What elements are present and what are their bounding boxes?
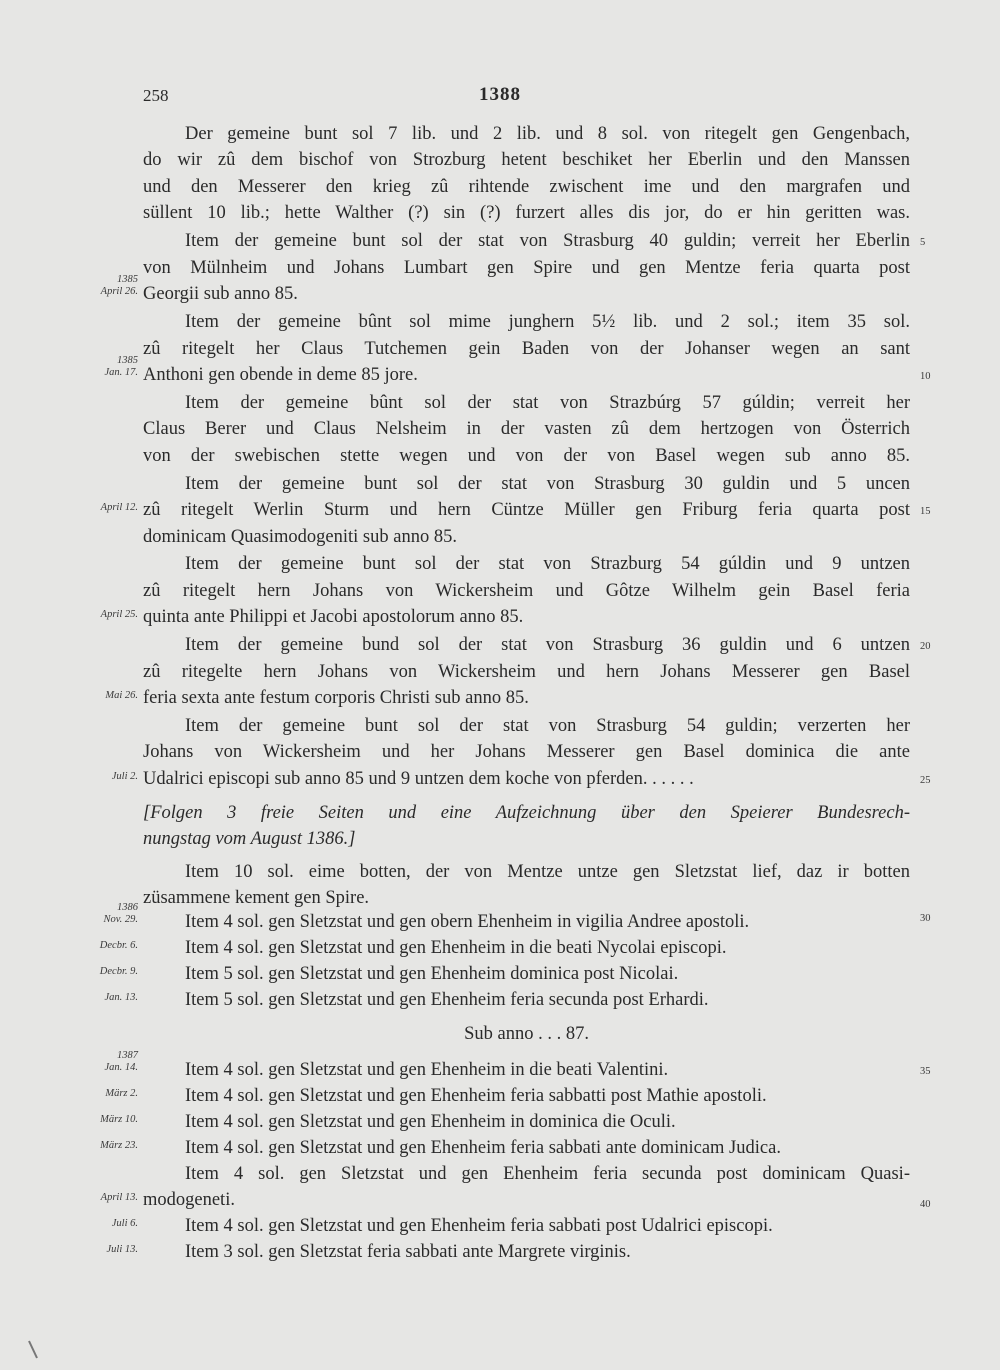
line-number: 5 (920, 237, 926, 248)
text-line: Item 4 sol. gen Sletzstat und gen Ehenheim feria sabbatti post Mathie apostoli. (185, 1086, 767, 1106)
text-line: und den Messerer den krieg zû rihtende zwischent ime und den margrafen und (143, 177, 910, 197)
text-line: quinta ante Philippi et Jacobi apostolorum anno 85. (143, 607, 524, 627)
margin-date (48, 355, 138, 379)
margin-date-text: Nov. 29. (103, 914, 138, 925)
text-line: Item der gemeine bûnt sol mime junghern 5½ lib. und 2 sol.; item 35 sol. (185, 312, 910, 332)
text-line: Claus Berer und Claus Nelsheim in der vasten zû dem hertzogen von Österrich (143, 419, 910, 439)
text-line: Anthoni gen obende in deme 85 jore. (143, 365, 418, 385)
margin-date (48, 274, 138, 298)
margin-date (48, 1088, 138, 1100)
line-number: 35 (920, 1066, 931, 1077)
text-line: Item 4 sol. gen Sletzstat und gen Ehenheim feria secunda post dominicam Quasi- (185, 1164, 910, 1184)
text-line: Item 4 sol. gen Sletzstat und gen Ehenheim in die beati Valentini. (185, 1060, 669, 1080)
text-line: Item 4 sol. gen Sletzstat und gen Ehenheim in dominica die Oculi. (185, 1112, 676, 1132)
text-line: modogeneti. (143, 1190, 235, 1210)
text-line: Item 4 sol. gen Sletzstat und gen Ehenheim feria sabbati ante dominicam Judica. (185, 1138, 781, 1158)
text-line: Item der gemeine bunt sol der stat von Strazburg 54 gúldin und 9 untzen (185, 554, 910, 574)
margin-date-text: Decbr. 9. (99, 966, 138, 977)
margin-year: 1386 (117, 902, 138, 913)
margin-date (48, 502, 138, 514)
text-line: zû ritegelt her Claus Tutchemen gein Baden von der Johanser wegen an sant (143, 339, 910, 359)
text-line: von Mülnheim und Johans Lumbart gen Spire und gen Mentze feria quarta post (143, 258, 910, 278)
margin-date (48, 1114, 138, 1126)
text-line: züsammene kement gen Spire. (143, 888, 370, 908)
margin-date-text: Jan. 13. (104, 992, 138, 1003)
text-line: Johans von Wickersheim und her Johans Messerer gen Basel dominica die ante (143, 742, 910, 762)
margin-date-text: Jan. 17. (104, 367, 138, 378)
margin-date-text: April 12. (100, 502, 138, 513)
margin-date-text: März 10. (100, 1114, 138, 1125)
text-line: Der gemeine bunt sol 7 lib. und 2 lib. und 8 sol. von ritegelt gen Gengenbach, (185, 124, 910, 144)
line-number: 20 (920, 641, 931, 652)
text-line: Item 4 sol. gen Sletzstat und gen Ehenheim in die beati Nycolai episcopi. (185, 938, 727, 958)
text-line: Item der gemeine bunt sol der stat von Strasburg 40 guldin; verreit her Eberlin (185, 231, 910, 251)
text-line: Item 5 sol. gen Sletzstat und gen Ehenheim dominica post Nicolai. (185, 964, 679, 984)
margin-date-text: April 25. (100, 609, 138, 620)
margin-date-text: Decbr. 6. (99, 940, 138, 951)
text-line: von der swebischen stette wegen und von der von Basel wegen sub anno 85. (143, 446, 910, 466)
text-line: zû ritegelt hern Johans von Wickersheim und Gôtze Wilhelm gein Basel feria (143, 581, 910, 601)
margin-date (48, 690, 138, 702)
page-year-heading: 1388 (479, 84, 521, 105)
margin-year: 1385 (117, 274, 138, 285)
line-number: 30 (920, 913, 931, 924)
margin-date-text: März 23. (100, 1140, 138, 1151)
line-number: 25 (920, 775, 931, 786)
text-line: Georgii sub anno 85. (143, 284, 298, 304)
margin-date (48, 940, 138, 952)
text-line: Item 4 sol. gen Sletzstat und gen obern Ehenheim in vigilia Andree apostoli. (185, 912, 750, 932)
text-line: Item der gemeine bund sol der stat von Strasburg 36 guldin und 6 untzen (185, 635, 910, 655)
margin-date-text: Jan. 14. (104, 1062, 138, 1073)
margin-date-text: März 2. (105, 1088, 138, 1099)
margin-date-text: April 26. (100, 286, 138, 297)
margin-date (48, 902, 138, 926)
text-line: Item 10 sol. eime botten, der von Mentze untze gen Sletzstat lief, daz ir botten (185, 862, 910, 882)
margin-date-text: April 13. (100, 1192, 138, 1203)
margin-date (48, 992, 138, 1004)
margin-date (48, 771, 138, 783)
text-line: süllent 10 lib.; hette Walther (?) sin (?) furzert alles dis jor, do er hin geritten was. (143, 203, 910, 223)
margin-date-text: Juli 6. (111, 1218, 138, 1229)
margin-date (48, 1218, 138, 1230)
text-line: do wir zû dem bischof von Strozburg hetent beschiket her Eberlin und den Manssen (143, 150, 910, 170)
margin-date (48, 1192, 138, 1204)
text-line: Item der gemeine bunt sol der stat von Strasburg 30 guldin und 5 uncen (185, 474, 910, 494)
text-line: Item der gemeine bûnt sol der stat von Strazbúrg 57 gúldin; verreit her (185, 393, 910, 413)
line-number: 15 (920, 506, 931, 517)
margin-date-text: Juli 13. (106, 1244, 138, 1255)
text-line: dominicam Quasimodogeniti sub anno 85. (143, 527, 457, 547)
margin-date-text: Mai 26. (105, 690, 138, 701)
margin-date (48, 966, 138, 978)
editorial-note: [Folgen 3 freie Seiten und eine Aufzeichnung über den Speierer Bundesrech- (143, 803, 910, 823)
margin-date (48, 1050, 138, 1074)
margin-date (48, 609, 138, 621)
text-line: Item der gemeine bunt sol der stat von Strasburg 54 guldin; verzerten her (185, 716, 910, 736)
margin-year: 1387 (117, 1050, 138, 1061)
editorial-note: nungstag vom August 1386.] (143, 829, 356, 849)
text-line: Item 3 sol. gen Sletzstat feria sabbati ante Margrete virginis. (185, 1242, 631, 1262)
line-number: 10 (920, 371, 931, 382)
margin-date (48, 1140, 138, 1152)
scan-smudge (28, 1340, 40, 1360)
section-heading: Sub anno . . . 87. (464, 1024, 589, 1044)
margin-year: 1385 (117, 355, 138, 366)
page-number: 258 (143, 86, 169, 105)
margin-date (48, 1244, 138, 1256)
text-line: feria sexta ante festum corporis Christi sub anno 85. (143, 688, 529, 708)
text-line: zû ritegelt Werlin Sturm und hern Cüntze Müller gen Friburg feria quarta post (143, 500, 910, 520)
text-line: Item 5 sol. gen Sletzstat und gen Ehenheim feria secunda post Erhardi. (185, 990, 709, 1010)
text-line: zû ritegelte hern Johans von Wickersheim und hern Johans Messerer gen Basel (143, 662, 910, 682)
margin-date-text: Juli 2. (111, 771, 138, 782)
text-line: Item 4 sol. gen Sletzstat und gen Ehenheim feria sabbati post Udalrici episcopi. (185, 1216, 773, 1236)
line-number: 40 (920, 1199, 931, 1210)
text-line: Udalrici episcopi sub anno 85 und 9 untzen dem koche von pferden. . . . . . (143, 769, 694, 789)
